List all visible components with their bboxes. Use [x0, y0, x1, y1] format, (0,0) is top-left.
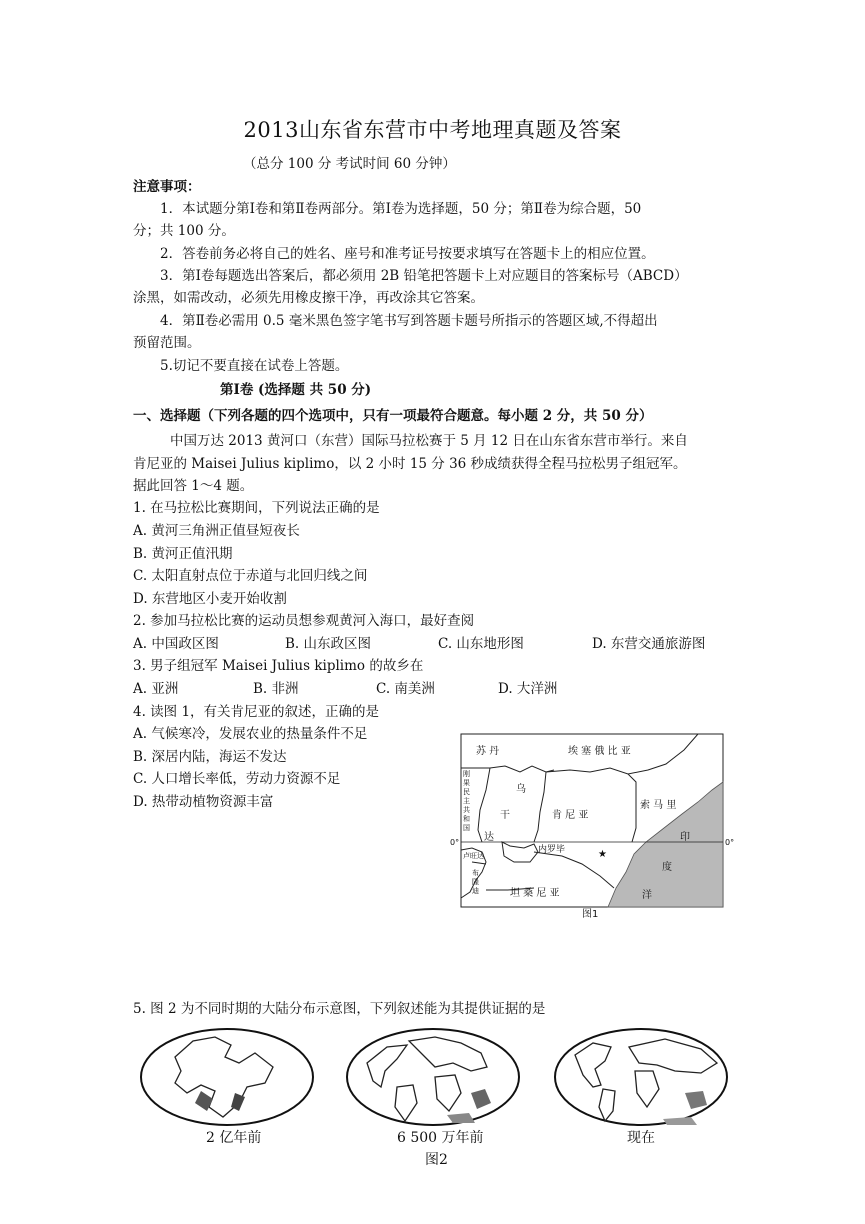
page-title: 2013山东省东营市中考地理真题及答案 [243, 118, 622, 142]
map-200-million-years-ago [141, 1029, 313, 1125]
exam-info: （总分 100 分 考试时间 60 分钟） [243, 156, 456, 172]
map-2-caption: 6 500 万年前 [397, 1130, 484, 1146]
map-present-day [555, 1029, 727, 1125]
label-somalia: 索 马 里 [640, 800, 677, 811]
figure-1-caption: 图1 [582, 909, 599, 920]
map-65-million-years-ago [347, 1029, 519, 1125]
label-burundi: 布隆迪 [472, 869, 479, 895]
notice-line: 2．答卷前务必将自己的姓名、座号和准考证号按要求填写在答题卡上的相应位置。 [160, 246, 655, 262]
question-2-option-a: A. 中国政区图 [133, 636, 219, 652]
question-2-stem: 2. 参加马拉松比赛的运动员想参观黄河入海口，最好查阅 [133, 613, 475, 629]
question-3-option-d: D. 大洋洲 [498, 681, 558, 697]
question-2-option-b: B. 山东政区图 [285, 636, 372, 652]
label-uganda: 乌 [516, 784, 526, 795]
question-1-option-b: B. 黄河正值汛期 [133, 546, 233, 562]
label-rwanda: 卢旺达 [463, 852, 484, 860]
notice-line: 3．第Ⅰ卷每题选出答案后，都必须用 2B 铅笔把答题卡上对应题目的答案标号（ABCD） [160, 268, 688, 284]
label-indian-ocean: 印 [680, 832, 690, 843]
label-uganda: 干 [500, 810, 510, 821]
notice-line: 预留范围。 [133, 335, 201, 351]
label-ethiopia: 埃 塞 俄 比 亚 [568, 746, 631, 757]
question-3-option-c: C. 南美洲 [376, 681, 435, 697]
label-nairobi: 内罗毕 [538, 845, 566, 855]
notice-line: 分；共 100 分。 [133, 223, 235, 239]
label-tanzania: 坦 桑 尼 亚 [510, 888, 560, 899]
question-1-stem: 1. 在马拉松比赛期间，下列说法正确的是 [133, 500, 380, 516]
question-3-stem: 3. 男子组冠军 Maisei Julius kiplimo 的故乡在 [133, 658, 424, 674]
label-uganda: 达 [484, 832, 494, 843]
question-1-option-c: C. 太阳直射点位于赤道与北回归线之间 [133, 568, 368, 584]
notice-line: 4．第Ⅱ卷必需用 0.5 毫米黑色签字笔书写到答题卡题号所指示的答题区域,不得超出 [160, 313, 658, 329]
nairobi-star-icon: ★ [598, 849, 607, 860]
notice-line: 涂黑，如需改动，必须先用橡皮擦干净，再改涂其它答案。 [133, 290, 484, 306]
label-drc: 刚果民主共和国 [463, 770, 470, 832]
question-1-option-d: D. 东营地区小麦开始收割 [133, 591, 287, 607]
question-3-option-b: B. 非洲 [253, 681, 299, 697]
question-2-option-c: C. 山东地形图 [438, 636, 524, 652]
intro-line: 中国万达 2013 黄河口（东营）国际马拉松赛于 5 月 12 日在山东省东营市举行。来自 [170, 433, 688, 449]
question-3-option-a: A. 亚洲 [133, 681, 179, 697]
label-indian-ocean: 度 [662, 862, 672, 873]
question-4-option-d: D. 热带动植物资源丰富 [133, 794, 274, 810]
label-indian-ocean: 洋 [642, 890, 652, 901]
notice-line: 1．本试题分第Ⅰ卷和第Ⅱ卷两部分。第Ⅰ卷为选择题，50 分；第Ⅱ卷为综合题，50 [160, 201, 642, 217]
notice-heading: 注意事项： [133, 179, 201, 195]
label-kenya: 肯 尼 亚 [552, 810, 589, 821]
part-heading: 一、选择题（下列各题的四个选项中，只有一项最符合题意。每小题 2 分，共 50 分） [133, 408, 653, 424]
intro-line: 肯尼亚的 Maisei Julius kiplimo，以 2 小时 15 分 36 秒成绩获得全程马拉松男子组冠军。 [133, 456, 687, 472]
question-4-stem: 4. 读图 1，有关肯尼亚的叙述，正确的是 [133, 704, 380, 720]
question-4-option-b: B. 深居内陆，海运不发达 [133, 749, 287, 765]
map-3-caption: 现在 [627, 1130, 655, 1146]
equator-label-right: 0° [725, 838, 735, 847]
figure-2-continent-maps [135, 1027, 735, 1177]
notice-line: 5.切记不要直接在试卷上答题。 [160, 358, 349, 374]
question-1-option-a: A. 黄河三角洲正值昼短夜长 [133, 523, 300, 539]
question-5-stem: 5. 图 2 为不同时期的大陆分布示意图，下列叙述能为其提供证据的是 [133, 1001, 546, 1017]
question-4-option-a: A. 气候寒冷，发展农业的热量条件不足 [133, 726, 368, 742]
figure-1-kenya-map [450, 730, 740, 920]
question-2-option-d: D. 东营交通旅游图 [592, 636, 706, 652]
equator-label-left: 0° [450, 838, 460, 847]
intro-line: 据此回答 1～4 题。 [133, 478, 254, 494]
map-1-caption: 2 亿年前 [206, 1130, 262, 1146]
label-sudan: 苏 丹 [476, 746, 500, 757]
figure-2-caption: 图2 [425, 1152, 448, 1168]
question-4-option-c: C. 人口增长率低，劳动力资源不足 [133, 771, 341, 787]
section-title: 第Ⅰ卷 (选择题 共 50 分) [220, 382, 372, 398]
